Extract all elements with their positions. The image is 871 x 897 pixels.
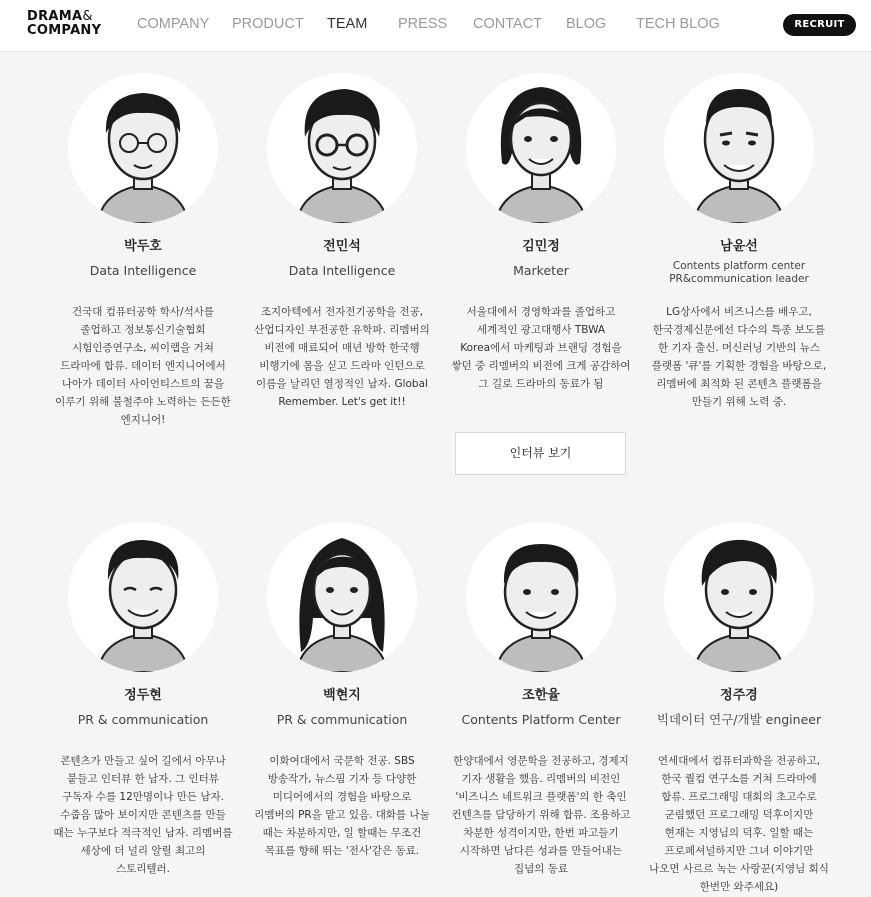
nav-contact[interactable]: CONTACT (473, 16, 543, 32)
top-navigation-bar (0, 0, 871, 52)
member-role: 빅데이터 연구/개발 engineer (656, 712, 822, 727)
member-avatar (267, 73, 417, 223)
caricature-man-smiling-icon (68, 522, 218, 672)
caricature-man-glasses-icon (68, 73, 218, 223)
member-name: 박두호 (124, 239, 162, 254)
member-role: Marketer (513, 263, 569, 278)
nav-product[interactable]: PRODUCT (232, 16, 304, 32)
member-bio: 조지아텍에서 전자전기공학을 전공, 산업디자인 부전공한 유학파. 리멤버의 비전에 매료되어 매년 방학 한국행 비행기에 몸을 싣고 드라마 인턴으로 이름을 날리던 열정적인 남자. Global Remember. Let's get it!! (254, 306, 430, 408)
member-bio: 한양대에서 영문학을 전공하고, 경제지 기자 생활을 했음. 리멤버의 비전인 '비즈니스 네트워크 플랫폼'의 한 축인 컨텐츠를 담당하기 위해 합류. 조용하고 차분한 성격이지만, 한번 파고들기 시작하면 남다른 성과를 만들어내는 집념의 동료 (451, 755, 631, 875)
member-name: 조한율 (522, 688, 560, 703)
member-role: PR & communication (77, 712, 209, 727)
member-name: 전민석 (323, 239, 361, 254)
member-role: PR & communication (276, 712, 408, 727)
member-role: Data Intelligence (89, 263, 197, 278)
member-avatar (466, 73, 616, 223)
logo-word-drama: DRAMA (27, 9, 83, 24)
nav-blog[interactable]: BLOG (566, 16, 607, 32)
member-bio: 연세대에서 컴퓨터과학을 전공하고, 한국 퀄컴 연구소를 거쳐 드라마에 합류. 프로그래밍 대회의 초고수로 군림했던 프로그래밍 덕후이지만 현재는 지영님의 덕후. 일할 때는 프로페셔널하지만 그녀 이야기만 나오면 사르르 녹는 사랑꾼(지영님 회식 한번만 와주세요) (649, 755, 829, 893)
drama-company-logo[interactable] (27, 10, 117, 40)
recruit-button[interactable]: RECRUIT (783, 14, 856, 36)
caricature-man-wide-face-icon (466, 522, 616, 672)
member-name: 남윤선 (720, 239, 758, 254)
member-name: 김민정 (522, 239, 560, 254)
member-role-line2: PR&communication leader (669, 273, 809, 285)
member-role: Data Intelligence (288, 263, 396, 278)
caricature-man-short-hair-icon (664, 73, 814, 223)
nav-press[interactable]: PRESS (398, 16, 448, 32)
member-bio: 콘텐츠가 만들고 싶어 길에서 아무나 붙들고 인터뷰 한 남자. 그 인터뷰 구독자 수를 12만명이나 만든 남자. 수줍음 많아 보이지만 콘텐츠를 만들 때는 누구보다 적극적인 남자. 리멤버를 세상에 더 널리 알릴 최고의 스토리텔러. (53, 755, 233, 875)
logo-word-company: COMPANY (27, 23, 102, 38)
member-avatar (267, 522, 417, 672)
logo-ampersand: & (82, 9, 93, 24)
caricature-man-side-part-icon (664, 522, 814, 672)
member-avatar (664, 522, 814, 672)
member-bio: LG상사에서 비즈니스를 배우고, 한국경제신문에선 다수의 특종 보도를 한 기자 출신. 머신러닝 기반의 뉴스 플랫폼 '큐'를 기획한 경험을 바탕으로, 리멤버에 최적화 된 콘텐츠 플랫폼을 만들기 위해 노력 중. (651, 306, 827, 408)
member-name: 백현지 (323, 688, 361, 703)
member-role-line1: Contents platform center (672, 260, 806, 272)
nav-company[interactable]: COMPANY (137, 16, 210, 32)
member-avatar (664, 73, 814, 223)
caricature-man-round-glasses-icon (267, 73, 417, 223)
interview-view-button[interactable]: 인터뷰 보기 (455, 432, 626, 475)
member-avatar (466, 522, 616, 672)
member-avatar (68, 73, 218, 223)
member-bio: 이화여대에서 국문학 전공. SBS 방송작가, 뉴스핌 기자 등 다양한 미디어에서의 경험을 바탕으로 리멤버의 PR을 맡고 있음. 대화를 나눌 때는 차분하지만, 일 할때는 무조건 목표를 향해 뛰는 '전사'같은 동료. (254, 755, 430, 857)
nav-tech-blog[interactable]: TECH BLOG (636, 16, 720, 32)
caricature-woman-long-hair-icon (267, 522, 417, 672)
member-role: Contents Platform Center (461, 712, 621, 727)
member-bio: 서울대에서 경영학과를 졸업하고 세계적인 광고대행사 TBWA Korea에서 마케팅과 브랜딩 경험을 쌓던 중 리멤버의 비전에 크게 공감하여 그 길로 드라마의 동료가 됨 (451, 306, 631, 390)
nav-team[interactable]: TEAM (327, 16, 368, 32)
caricature-woman-short-hair-icon (466, 73, 616, 223)
member-bio: 건국대 컴퓨터공학 학사/석사를 졸업하고 정보통신기술협회 시험인증연구소, 씨이랩을 거쳐 드라마에 합류. 데이터 엔지니어에서 나아가 데이터 사이언티스트의 꿈을 이루기 위해 불철주야 노력하는 든든한 엔지니어! (55, 306, 231, 426)
member-name: 정주경 (720, 688, 758, 703)
member-role (644, 260, 834, 286)
member-avatar (68, 522, 218, 672)
member-name: 정두현 (124, 688, 162, 703)
